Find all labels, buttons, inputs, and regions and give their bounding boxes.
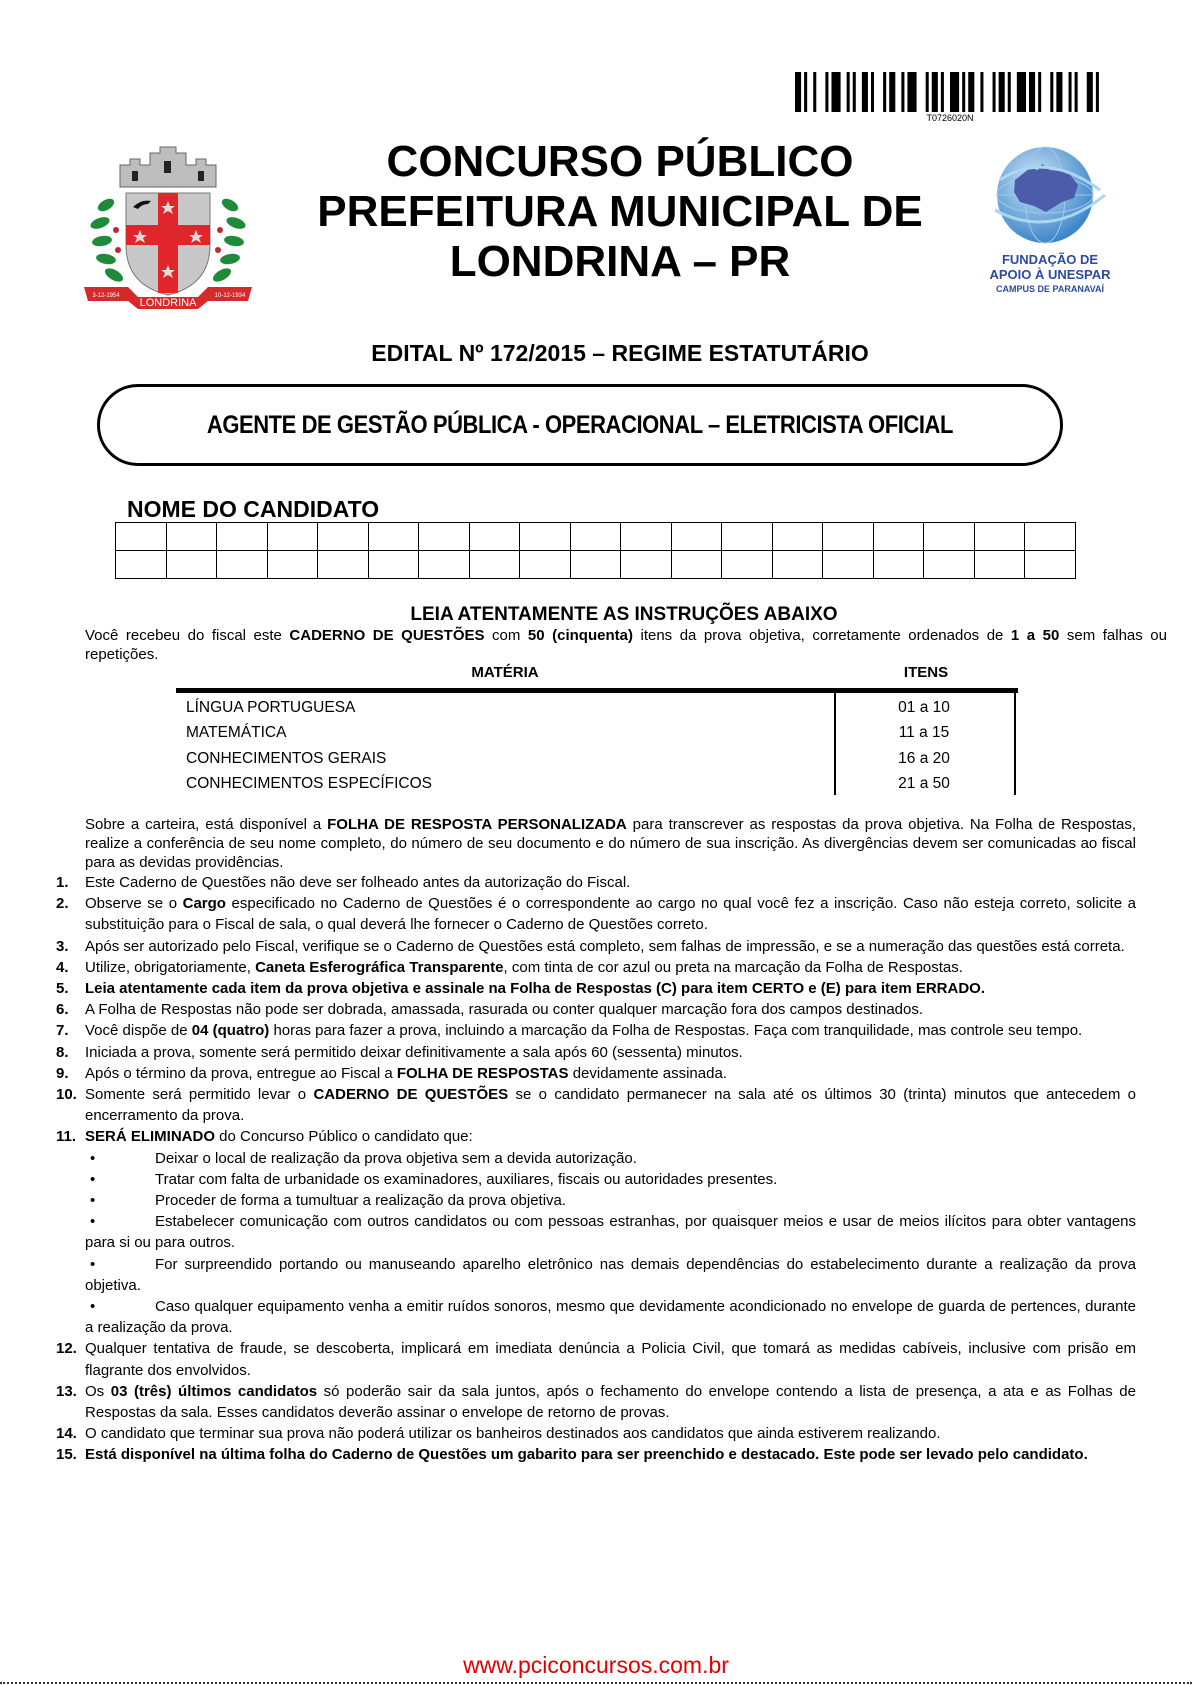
barcode	[795, 72, 1105, 112]
text: sem falhas ou repetições.	[85, 627, 1167, 663]
barcode-bar	[871, 72, 874, 112]
instruction-number: 2.	[56, 895, 69, 913]
instruction-number: 5.	[56, 980, 69, 998]
name-letter-box[interactable]	[1025, 523, 1076, 551]
bold-text: Caneta Esferográfica Transparente	[255, 958, 504, 976]
name-grid-row	[116, 523, 1076, 551]
name-letter-box[interactable]	[368, 551, 419, 579]
answer-sheet-paragraph	[56, 815, 1136, 872]
cargo-box	[97, 384, 1063, 466]
name-letter-box[interactable]	[419, 523, 470, 551]
name-letter-box[interactable]	[116, 551, 167, 579]
crown-icon	[120, 147, 216, 187]
subjects-header-rule	[176, 688, 1018, 693]
footer-website-link[interactable]: www.pciconcursos.com.br	[463, 1652, 729, 1678]
instruction-number: 9.	[56, 1064, 69, 1082]
name-letter-box[interactable]	[267, 551, 318, 579]
crest-banner-text: LONDRINA	[139, 297, 197, 309]
instruction-item	[56, 1084, 1136, 1126]
subject-row	[176, 721, 1014, 747]
crest-date-left: 3-12-1954	[92, 293, 120, 299]
barcode-bar	[993, 72, 996, 112]
barcode-bar	[1096, 72, 1099, 112]
org-logo-text	[980, 252, 1120, 297]
londrina-crest-logo	[78, 135, 258, 310]
title-line-2: PREFEITURA MUNICIPAL DE	[317, 187, 923, 236]
name-letter-box[interactable]	[166, 523, 217, 551]
bold-text: SERÁ ELIMINADO	[85, 1128, 216, 1146]
elimination-bullet	[56, 1296, 1136, 1338]
bullet-text: For surpreendido portando ou manuseando aparelho eletrônico nas demais dependências do estabelecimento durante a realização da prova objetiva.	[85, 1255, 1136, 1294]
text: itens da prova objetiva, corretamente ordenados de	[632, 627, 1011, 644]
name-letter-box[interactable]	[974, 551, 1025, 579]
text: Você dispõe de	[85, 1022, 192, 1040]
name-letter-box[interactable]	[318, 523, 369, 551]
name-letter-box[interactable]	[671, 523, 722, 551]
barcode-bar	[901, 72, 904, 112]
barcode-bar	[889, 72, 895, 112]
name-letter-box[interactable]	[217, 551, 268, 579]
instructions-list	[56, 872, 1136, 1466]
name-letter-box[interactable]	[873, 523, 924, 551]
barcode-bar	[941, 72, 944, 112]
text: para transcrever as respostas da prova objetiva. Na Folha de Respostas, realize a conferência de seu nome completo, do número de seu documento e do número de sua inscrição. As divergências devem ser comunicadas ao fiscal para as devidas providências.	[85, 816, 1136, 871]
bold-text: FOLHA DE RESPOSTA PERSONALIZADA	[327, 816, 627, 833]
name-letter-box[interactable]	[924, 551, 975, 579]
bullet-icon: •	[90, 1298, 96, 1316]
cargo-title: AGENTE DE GESTÃO PÚBLICA - OPERACIONAL – ELETRICISTA OFICIAL	[206, 410, 954, 439]
exam-title	[300, 137, 940, 287]
name-letter-box[interactable]	[520, 523, 571, 551]
barcode-bar	[968, 72, 974, 112]
name-letter-box[interactable]	[924, 523, 975, 551]
text: Somente será permitido levar o	[85, 1086, 314, 1104]
instruction-item	[56, 978, 1136, 999]
coffee-branch-left-icon	[89, 196, 125, 284]
instruction-item	[56, 1423, 1136, 1444]
instruction-number: 8.	[56, 1043, 69, 1061]
instruction-number: 3.	[56, 937, 69, 955]
bullet-text: Proceder de forma a tumultuar a realização da prova objetiva.	[155, 1192, 567, 1210]
barcode-bar	[1075, 72, 1078, 112]
text: , com tinta de cor azul ou preta na marcação da Folha de Respostas.	[503, 958, 963, 976]
bold-text: 04 (quatro)	[191, 1022, 270, 1040]
barcode-bar	[1008, 72, 1011, 112]
bold-text: Cargo	[182, 895, 226, 913]
text: do Concurso Público o candidato que:	[215, 1128, 473, 1146]
name-letter-box[interactable]	[823, 523, 874, 551]
instruction-item	[56, 1381, 1136, 1423]
barcode-bar	[1038, 72, 1041, 112]
subject-row	[176, 746, 1014, 772]
subject-row	[176, 695, 1014, 721]
text: O candidato que terminar sua prova não poderá utilizar os banheiros destinados aos candidatos que ainda estiverem realizando.	[85, 1425, 941, 1443]
bullet-text: Deixar o local de realização da prova objetiva sem a devida autorização.	[155, 1149, 637, 1167]
name-letter-box[interactable]	[1025, 551, 1076, 579]
barcode-bar	[1087, 72, 1093, 112]
bold-text: 1 a 50	[1010, 627, 1060, 644]
barcode-bar	[1029, 72, 1035, 112]
name-letter-box[interactable]	[166, 551, 217, 579]
text: A Folha de Respostas não pode ser dobrada, amassada, rasurada ou conter qualquer marcação fora dos campos destinados.	[85, 1001, 924, 1019]
elimination-bullet	[56, 1169, 1136, 1190]
barcode-bar	[962, 72, 965, 112]
name-letter-box[interactable]	[419, 551, 470, 579]
name-letter-box[interactable]	[469, 523, 520, 551]
text: Após ser autorizado pelo Fiscal, verifique se o Caderno de Questões está completo, sem falhas de impressão, e se a numeração das questões está correta.	[85, 937, 1125, 955]
barcode-bar	[1017, 72, 1026, 112]
name-letter-box[interactable]	[974, 523, 1025, 551]
crest-date-right: 10-12-1934	[214, 293, 246, 299]
shield-icon	[126, 193, 210, 295]
instruction-number: 6.	[56, 1001, 69, 1019]
title-line-1: CONCURSO PÚBLICO	[386, 137, 854, 186]
bold-text: Está disponível na última folha do Caderno de Questões um gabarito para ser preenchido e destacado. Este pode ser levado pelo candidato.	[85, 1446, 1088, 1464]
text: Este Caderno de Questões não deve ser folheado antes da autorização do Fiscal.	[85, 874, 631, 891]
bullet-icon: •	[90, 1149, 96, 1167]
subject-item-range: 01 a 10	[898, 698, 950, 716]
barcode-bar	[825, 72, 828, 112]
subjects-header-materia: MATÉRIA	[471, 664, 539, 681]
barcode-bar	[862, 72, 868, 112]
name-letter-box[interactable]	[570, 551, 621, 579]
title-line-3: LONDRINA – PR	[449, 237, 791, 286]
instruction-item	[56, 1063, 1136, 1084]
subject-item-range: 11 a 15	[898, 724, 950, 742]
barcode-bar	[926, 72, 929, 112]
barcode-bar	[813, 72, 816, 112]
instructions-intro	[85, 626, 1167, 664]
name-letter-box[interactable]	[772, 551, 823, 579]
subject-item-range: 21 a 50	[898, 775, 950, 793]
instruction-number: 15.	[56, 1446, 77, 1464]
barcode-code: T0726020N	[926, 113, 974, 123]
text: com	[484, 627, 528, 644]
subjects-header-itens: ITENS	[903, 664, 949, 681]
barcode-bar	[883, 72, 886, 112]
name-letter-box[interactable]	[671, 551, 722, 579]
name-letter-box[interactable]	[469, 551, 520, 579]
footer-dotted-rule	[0, 1682, 1192, 1684]
name-letter-box[interactable]	[823, 551, 874, 579]
name-letter-box[interactable]	[772, 523, 823, 551]
elimination-bullet	[56, 1190, 1136, 1211]
elimination-bullet	[56, 1211, 1136, 1253]
text: só poderão sair da sala juntos, após o fechamento do envelope contendo a lista de presença, a ata e as Folhas de Respostas da sala. Esses candidatos deverão assinar o envelope de retorno de provas.	[85, 1382, 1136, 1422]
subject-name: LÍNGUA PORTUGUESA	[186, 698, 356, 716]
barcode-bar	[804, 72, 807, 112]
bullet-icon: •	[90, 1192, 96, 1210]
instructions-body	[56, 815, 1136, 1466]
name-letter-box[interactable]	[368, 523, 419, 551]
instruction-number: 1.	[56, 874, 69, 891]
text: Você recebeu do fiscal este	[85, 627, 290, 644]
instruction-item	[56, 957, 1136, 978]
name-letter-box[interactable]	[621, 551, 672, 579]
barcode-bar	[1056, 72, 1062, 112]
bold-text: Leia atentamente cada item da prova objetiva e assinale na Folha de Respostas (C) para item CERTO e (E) para item ERRADO.	[85, 980, 985, 998]
instruction-item	[56, 1126, 1136, 1147]
barcode-bar	[1050, 72, 1053, 112]
bullet-text: Estabelecer comunicação com outros candidatos ou com pessoas estranhas, por quaisquer meios e usar de meios ilícitos para obter vantagens para si ou para outros.	[85, 1213, 1136, 1252]
text: Qualquer tentativa de fraude, se descoberta, implicará em imediata denúncia a Policia Civil, que tomará as medidas cabíveis, inclusive com prisão em flagrante dos envolvidos.	[85, 1340, 1136, 1379]
instruction-number: 4.	[56, 958, 69, 976]
instruction-number: 10.	[56, 1086, 77, 1104]
barcode-bar	[950, 72, 959, 112]
barcode-bar	[831, 72, 840, 112]
name-letter-box[interactable]	[520, 551, 571, 579]
text: Utilize, obrigatoriamente,	[85, 958, 256, 976]
instruction-item	[56, 872, 1136, 893]
name-letter-box[interactable]	[116, 523, 167, 551]
text: Iniciada a prova, somente será permitido deixar definitivamente a sala após 60 (sessenta) minutos.	[85, 1043, 743, 1061]
candidate-name-label: NOME DO CANDIDATO	[127, 496, 380, 522]
text: Após o término da prova, entregue ao Fiscal a	[85, 1064, 397, 1082]
instruction-number: 7.	[56, 1022, 69, 1040]
barcode-bar	[907, 72, 916, 112]
subject-item-range: 16 a 20	[898, 749, 950, 767]
barcode-bar	[853, 72, 856, 112]
barcode-bar	[847, 72, 850, 112]
instruction-number: 14.	[56, 1425, 77, 1443]
bullet-text: Caso qualquer equipamento venha a emitir ruídos sonoros, mesmo que devidamente acondicionado no envelope de guarda de pertences, durante a realização da prova.	[85, 1298, 1136, 1337]
barcode-bar	[1069, 72, 1072, 112]
subject-name: CONHECIMENTOS GERAIS	[186, 749, 387, 767]
instruction-item	[56, 1020, 1136, 1041]
name-letter-box[interactable]	[621, 523, 672, 551]
subject-name: CONHECIMENTOS ESPECÍFICOS	[186, 775, 433, 793]
instruction-number: 12.	[56, 1340, 77, 1358]
instruction-item	[56, 1444, 1136, 1465]
name-letter-box[interactable]	[217, 523, 268, 551]
text: especificado no Caderno de Questões é o correspondente ao cargo no qual você fez a inscrição. Caso não esteja correto, solicite a substituição para o Fiscal de sala, o qual deverá lhe fornecer o Caderno de Questões correto.	[85, 895, 1136, 934]
bullet-text: Tratar com falta de urbanidade os examinadores, auxiliares, fiscais ou autoridades presentes.	[155, 1170, 778, 1188]
instruction-number: 13.	[56, 1382, 77, 1400]
instruction-number: 11.	[56, 1128, 77, 1146]
instruction-item	[56, 893, 1136, 935]
instructions-heading: LEIA ATENTAMENTE AS INSTRUÇÕES ABAIXO	[410, 604, 838, 625]
candidate-name-grid	[115, 522, 1076, 579]
name-letter-box[interactable]	[267, 523, 318, 551]
instruction-item	[56, 1042, 1136, 1063]
edital-heading: EDITAL Nº 172/2015 – REGIME ESTATUTÁRIO	[371, 340, 869, 366]
instruction-item	[56, 999, 1136, 1020]
text: devidamente assinada.	[568, 1064, 727, 1082]
instruction-item	[56, 1338, 1136, 1380]
org-line-3: CAMPUS DE PARANAVAÍ	[995, 284, 1104, 294]
bold-text: CADERNO DE QUESTÕES	[313, 1086, 509, 1104]
bold-text: 03 (três) últimos candidatos	[110, 1382, 318, 1400]
barcode-bar	[795, 72, 801, 112]
text: se o candidato permanecer na sala até os últimos 30 (trinta) minutos que antecedem o encerramento da prova.	[85, 1086, 1137, 1125]
name-letter-box[interactable]	[570, 523, 621, 551]
barcode-bar	[932, 72, 938, 112]
text: horas para fazer a prova, incluindo a marcação da Folha de Respostas. Faça com tranquilidade, mas controle seu tempo.	[269, 1022, 1083, 1040]
org-line-2: APOIO À UNESPAR	[989, 267, 1111, 282]
bold-text: FOLHA DE RESPOSTAS	[396, 1064, 569, 1082]
instruction-item	[56, 936, 1136, 957]
name-letter-box[interactable]	[318, 551, 369, 579]
elimination-bullet	[56, 1254, 1136, 1296]
subject-name: MATEMÁTICA	[186, 724, 287, 742]
name-letter-box[interactable]	[722, 523, 773, 551]
bullet-icon: •	[90, 1213, 96, 1231]
bold-text: CADERNO DE QUESTÕES	[289, 627, 485, 644]
name-letter-box[interactable]	[722, 551, 773, 579]
text: Os	[85, 1382, 111, 1400]
coffee-branch-right-icon	[211, 196, 247, 284]
subjects-right-border	[1014, 693, 1016, 795]
barcode-bar	[980, 72, 983, 112]
name-grid-row	[116, 551, 1076, 579]
name-letter-box[interactable]	[873, 551, 924, 579]
subject-row	[176, 772, 1014, 798]
barcode-bar	[999, 72, 1005, 112]
bullet-icon: •	[90, 1255, 96, 1273]
text: Observe se o	[85, 895, 183, 913]
text: Sobre a carteira, está disponível a	[85, 816, 328, 833]
bold-text: 50 (cinquenta)	[527, 627, 633, 644]
elimination-bullet	[56, 1148, 1136, 1169]
org-line-1: FUNDAÇÃO DE	[1001, 252, 1099, 267]
subjects-table	[176, 695, 1014, 797]
bullet-icon: •	[90, 1170, 96, 1188]
